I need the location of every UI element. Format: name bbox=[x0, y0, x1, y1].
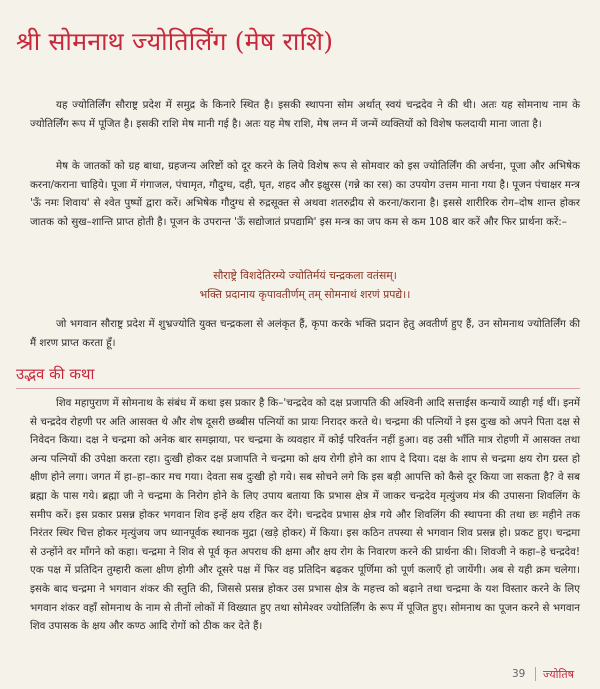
intro-paragraph: यह ज्योतिर्लिंग सौराष्ट्र प्रदेश में समुद्र के किनारे स्थित है। इसकी स्थापना सोम अर्थात् स्वयं चन्द्रदेव ने की थी। अतः यह सोमनाथ नाम के ज्योतिर्लिंग रूप में पूजित है। इसकी राशि मेष मानी गई है। अतः यह मेष राशि, मेष लग्न में जन्में व्यक्तियों को विशेष फलदायी माना जाता है। bbox=[30, 99, 580, 130]
sanskrit-verse bbox=[30, 267, 580, 304]
section-divider bbox=[16, 388, 580, 389]
story-paragraph: शिव महापुराण में सोमनाथ के संबंध में कथा इस प्रकार है कि–'चन्द्रदेव को दक्ष प्रजापति की अश्विनी आदि सत्ताईस कन्यायें व्याही गई थीं। इनमें से चन्द्रदेव रोहणी पर अति आसक्त थे और शेष दूसरी छब्बीस पत्नियों का प्रायः निरादर करते थे। चन्द्रमा की पत्नियों ने इस दुःख को अपने पिता दक्ष से निवेदन किया। दक्ष ने चन्द्रमा को अनेक बार समझाया, पर चन्द्रमा के व्यवहार में कोई परिवर्तन नहीं हुआ। वह उसी भाँति मात्र रोहणी में आसक्त तथा अन्य पत्नियों की उपेक्षा करता रहा। दुःखी होकर दक्ष प्रजापति ने चन्द्रमा को क्षय रोगी होने का शाप दे दिया। दक्ष के शाप से चन्द्रमा क्षय रोग ग्रस्त हो क्षीण होने लगा। जगत में हा–हा–कार मच गया। देवता सब दुःखी हो गये। सब सोचने लगे कि इस बड़ी आपत्ति को कैसे दूर किया जा सकता है? वे सब ब्रह्मा के पास गये। ब्रह्मा जी ने चन्द्रमा के निरोग होने के लिए उपाय बताया कि प्रभास क्षेत्र में जाकर चन्द्रदेव मृत्युंजय मंत्र की उपासना शिवलिंग के समीप करें। इस प्रकार प्रसन्न होकर भगवान शिव इन्हें क्षय रहित कर देंगे। चन्द्रदेव प्रभास क्षेत्र गये और शिवलिंग की स्थापना की तथा छः महीने तक निरंतर स्थिर चित्त होकर मृत्युंजय जप ध्यानपूर्वक स्थानक मुद्रा (खड़े होकर) में किया। इस कठिन तपस्या से भगवान शिव प्रसन्न हो। प्रकट हुए। चन्द्रमा से उन्होंने वर माँगने को कहा। चन्द्रमा ने शिव से पूर्व कृत अपराध की क्षमा और क्षय रोग के निवारण करने की प्रार्थना की। शिवजी ने कहा–हे चन्द्रदेव! एक पक्ष में प्रतिदिन तुम्हारी कला क्षीण होगी और दूसरे पक्ष में फिर वह प्रतिदिन बढ़कर पूर्णिमा को पूर्ण कलाएँ हो जायेंगी। अब से यही क्रम चलेगा। इसके बाद चन्द्रमा ने भगवान शंकर की स्तुति की, जिससे प्रसन्न होकर उस प्रभास क्षेत्र के महत्त्व को बढ़ाने तथा चन्द्रमा के यश विस्तार करने के लिए भगवान शंकर वहाँ सोमनाथ के नाम से तीनों लोकों में विख्यात हुए तथा सोमेश्वर ज्योतिर्लिंग के रूप में पूजित हुए। सोमनाथ का पूजन करने से भगवान शिव उपासक के क्षय और कण्ठ आदि रोगों को ठीक कर देते हैं। bbox=[30, 397, 580, 633]
footer-logo: ज्योतिष bbox=[543, 668, 574, 681]
section-heading: उद्भव की कथा bbox=[16, 365, 95, 383]
page-number: 39 bbox=[512, 668, 526, 680]
page-title: श्री सोमनाथ ज्योतिर्लिंग (मेष राशि) bbox=[16, 27, 334, 56]
verse-line-1: सौराष्ट्रे विशदेतिरम्ये ज्योतिर्मयं चन्द्रकला वतंसम्। bbox=[213, 269, 397, 282]
footer-divider bbox=[535, 667, 536, 681]
worship-paragraph: मेष के जातकों को ग्रह बाधा, ग्रहजन्य अरिष्टों को दूर करने के लिये विशेष रूप से सोमवार को इस ज्योतिर्लिंग की अर्चना, पूजा और अभिषेक करना/कराना चाहिये। पूजा में गंगाजल, पंचामृत, गौदुग्ध, दही, घृत, शहद और इक्षुरस (गन्ने का रस) का उपयोग उत्तम माना गया है। पूजन पंचाक्षर मन्त्र 'ऊँ नमः शिवाय' से श्वेत पुष्पों द्वारा करें। अभिषेक गौदुग्ध से रुद्रसूक्त से अथवा शतरुद्रीय से करना/कराना है। इससे शारीरिक रोग–दोष शान्त होकर जातक को सुख–शान्ति प्राप्त होती है। पूजन के उपरान्त 'ऊँ सद्योजातं प्रपद्यामि' इस मन्त्र का जप कम से कम 108 बार करें और फिर प्रार्थना करें:– bbox=[30, 160, 580, 228]
verse-meaning-paragraph: जो भगवान सौराष्ट्र प्रदेश में शुभ्रज्योति युक्त चन्द्रकला से अलंकृत हैं, कृपा करके भक्ति प्रदान हेतु अवतीर्ण हुए हैं, उन सोमनाथ ज्योतिर्लिंग की मैं शरण प्राप्त करता हूँ। bbox=[30, 318, 580, 349]
verse-line-2: भक्ति प्रदानाय कृपावतीर्णम् तम् सोमनाथं शरणं प्रपद्ये।। bbox=[199, 287, 411, 301]
